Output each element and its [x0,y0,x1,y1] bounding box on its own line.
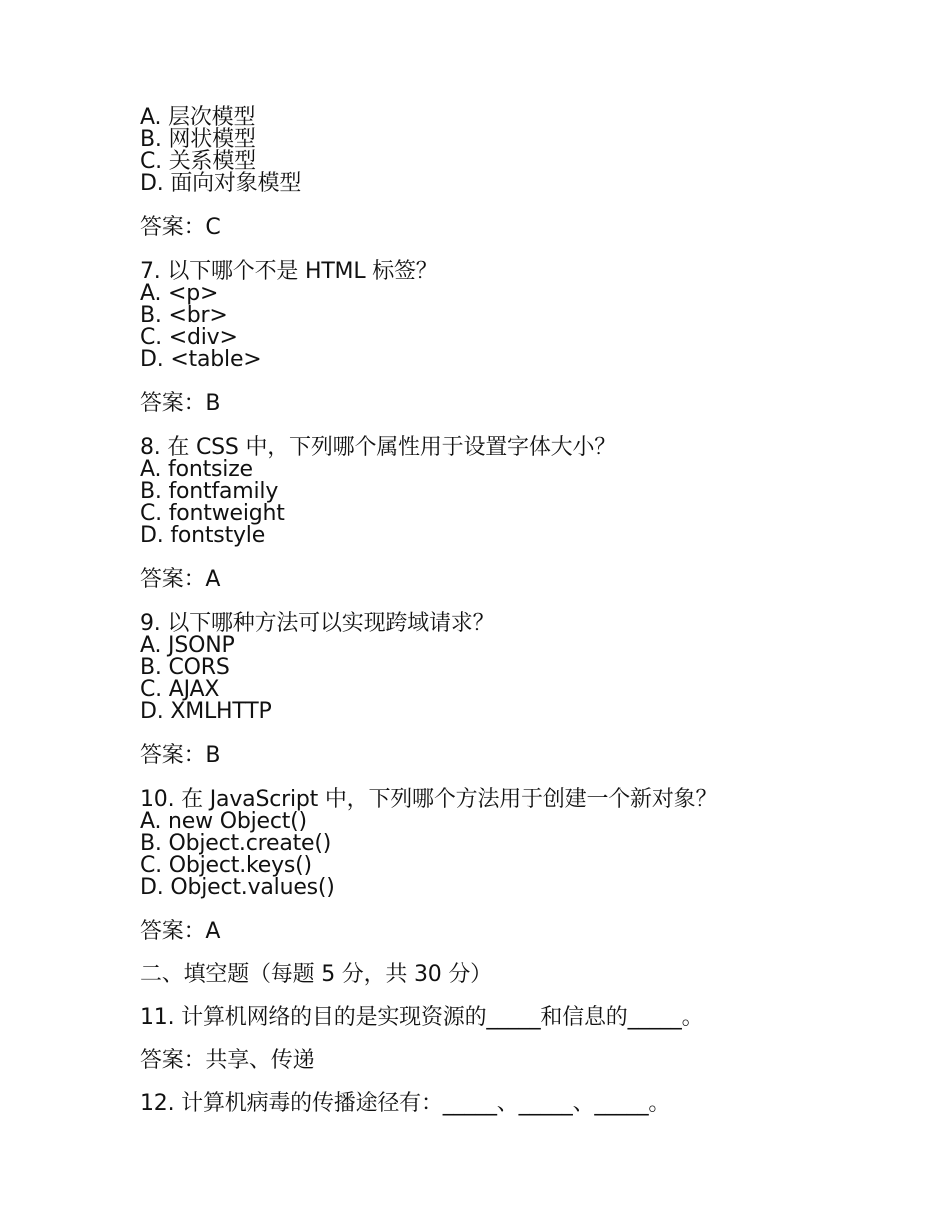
q7-option-b: B. <br> [140,303,228,328]
question-6-block [140,107,900,239]
q8-option-a: A. fontsize [140,457,253,482]
q9-answer: 答案：B [140,743,221,768]
q6-option-d: D. 面向对象模型 [140,171,302,196]
q6-option-c: C. 关系模型 [140,149,256,174]
q8-option-b: B. fontfamily [140,479,279,504]
question-11-block [140,1007,900,1072]
q9-option-a: A. JSONP [140,633,235,658]
q7-option-c: C. <div> [140,325,238,350]
q7-question: 7. 以下哪个不是 HTML 标签？ [140,259,438,284]
q11-answer: 答案：共享、传递 [140,1048,315,1073]
q8-question: 8. 在 CSS 中，下列哪个属性用于设置字体大小？ [140,435,617,460]
q10-option-b: B. Object.create() [140,831,332,856]
question-7-block [140,261,900,415]
q7-answer: 答案：B [140,391,221,416]
question-8-block [140,437,900,591]
q12-question: 12. 计算机病毒的传播途径有：_____、_____、_____。 [140,1091,671,1116]
q9-option-b: B. CORS [140,655,230,680]
q6-option-b: B. 网状模型 [140,127,256,152]
q10-question: 10. 在 JavaScript 中，下列哪个方法用于创建一个新对象？ [140,787,718,812]
question-12-block [140,1093,900,1115]
q7-option-a: A. <p> [140,281,219,306]
q10-answer: 答案：A [140,919,221,944]
q9-option-d: D. XMLHTTP [140,699,272,724]
q6-option-a: A. 层次模型 [140,105,256,130]
q9-question: 9. 以下哪种方法可以实现跨域请求？ [140,611,495,636]
q6-answer: 答案：C [140,215,221,240]
q8-answer: 答案：A [140,567,221,592]
q7-option-d: D. <table> [140,347,262,372]
q11-question: 11. 计算机网络的目的是实现资源的_____和信息的_____。 [140,1005,704,1030]
question-10-block [140,789,900,943]
q10-option-c: C. Object.keys() [140,853,312,878]
q10-option-a: A. new Object() [140,809,307,834]
q8-option-d: D. fontstyle [140,523,266,548]
q9-option-c: C. AJAX [140,677,220,702]
q8-option-c: C. fontweight [140,501,285,526]
section-2-heading: 二、填空题（每题 5 分，共 30 分） [140,962,492,987]
question-9-block [140,613,900,767]
exam-document [140,107,900,1115]
q10-option-d: D. Object.values() [140,875,335,900]
